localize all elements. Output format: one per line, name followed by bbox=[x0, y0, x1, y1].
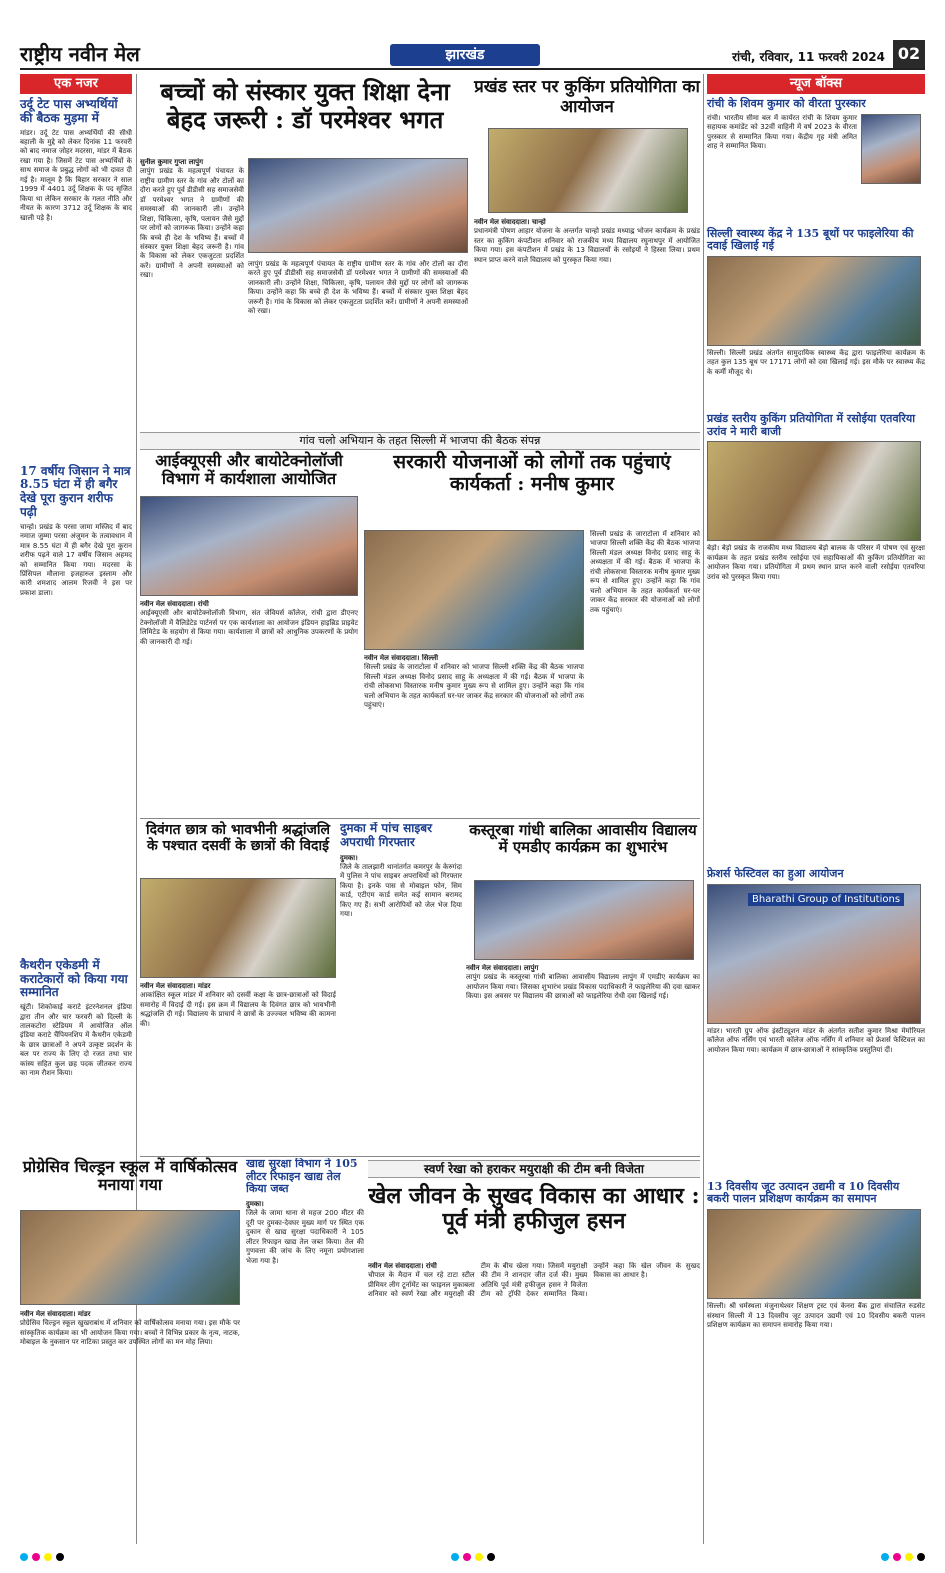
row-divider bbox=[140, 818, 700, 819]
sports-byline: नवीन मेल संवाददाता। रांची bbox=[368, 1262, 437, 1270]
yellow-dot bbox=[44, 1553, 52, 1561]
tribute-story bbox=[140, 822, 336, 854]
news-box bbox=[707, 74, 925, 1544]
magenta-dot bbox=[32, 1553, 40, 1561]
news-photo bbox=[707, 884, 921, 1024]
kgbv-byline: नवीन मेल संवाददाता। लापुंग bbox=[466, 964, 539, 972]
manish-text: सिल्ली प्रखंड के जाराटोला में शनिवार को भाजपा सिल्ली शक्ति केंद्र की बैठक भाजपा सिल्ली मंडल अध्यक्ष विनोद प्रसाद साहू के अध्यक्षता में की गई। बैठक में भाजपा के रांची लोकसभा विस्तारक मनीष कुमार मुख्य रूप से शामिल हुए। उन्होंने कहा कि गांव चलो अभियान के तहत कार्यकर्ता घर-घर जाकर केंद्र सरकार की योजनाओं को लोगों तक पहुंचाएं। bbox=[590, 530, 700, 614]
progressive-headline: प्रोग्रेसिव चिल्ड्रन स्कूल में वार्षिकोत्सव मनाया गया bbox=[22, 1157, 238, 1195]
food-text: जिले के जामा थाना से महज 200 मीटर की दूरी पर दुमका-देवघर मुख्य मार्ग पर स्थित एक दुकान से खाद्य सुरक्षा पदाधिकारी ने 105 लीटर रिफाइन खाद्य तेल जब्त किया। तेल की गुणवत्ता की जांच के लिए नमूना प्रयोगशाला भेजा गया है। bbox=[246, 1209, 364, 1265]
manish-byline: नवीन मेल संवाददाता। सिल्ली bbox=[364, 654, 439, 662]
cyber-byline: दुमका। bbox=[340, 853, 358, 862]
lead-text-continued: लापुंग प्रखंड के महत्वपूर्ण पंचायत के राष्ट्रीय ग्रामीण स्तर के गांव और टोलों का दौरा करते हुए पूर्व डीडीसी सह समाजसेवी डॉ परमेश्वर भगत ने ग्रामीणों की समस्याओं की जानकारी ली। उन्होंने शिक्षा, चिकित्सा, कृषि, पलायन जैसे मुद्दों पर लोगों को जागरूक किया। उन्होंने कहा कि बच्चे ही देश के भविष्य हैं। बच्चों में संस्कार युक्त शिक्षा बेहद जरूरी है। गांव के विकास को लेकर एकजुटता प्रदर्शित करें। ग्रामीणों ने अपनी समस्याओं को रखा। bbox=[248, 260, 468, 316]
lead-text: लापुंग प्रखंड के महत्वपूर्ण पंचायत के राष्ट्रीय ग्रामीण स्तर के गांव और टोलों का दौरा करते हुए पूर्व डीडीसी सह समाजसेवी डॉ परमेश्वर भगत ने ग्रामीणों की समस्याओं की जानकारी ली। उन्होंने शिक्षा, चिकित्सा, कृषि, पलायन जैसे मुद्दों पर लोगों को जागरूक किया। उन्होंने कहा कि बच्चे ही देश के भविष्य हैं। बच्चों में संस्कार युक्त शिक्षा बेहद जरूरी है। गांव के विकास को लेकर एकजुटता प्रदर्शित करें। ग्रामीणों ने अपनी समस्याओं को रखा। bbox=[140, 167, 244, 280]
news-text: रांची। भारतीय सीमा बल में कार्यरत रांची के शिवम कुमार सहायक कमांडेंट को 32वीं वाहिनी में वर्ष 2023 के वीरता पुरस्कार से सम्मानित किया गया। केंद्रीय गृह मंत्री अमित शाह ने सम्मानित किया। bbox=[707, 113, 857, 150]
iqac-headline: आईक्यूएसी और बायोटेक्नोलॉजी विभाग में कार्यशाला आयोजित bbox=[155, 451, 343, 489]
black-dot bbox=[487, 1553, 495, 1561]
tribute-text: आकांक्षित स्कूल मांडर में शनिवार को दसवीं कक्षा के छात्र-छात्राओं को विदाई समारोह में विदाई दी गई। इस क्रम में विद्यालय के दिवंगत छात्र को भावभीनी श्रद्धांजलि दी गई। विद्यालय के प्राचार्य ने छात्रों के उज्ज्वल भविष्य की कामना की। bbox=[140, 991, 336, 1028]
food-byline: दुमका। bbox=[246, 1199, 264, 1208]
color-dots-right bbox=[881, 1553, 925, 1561]
yellow-dot bbox=[475, 1553, 483, 1561]
story-title: कैथरीन एकेडमी में कराटेकारों को किया गया सम्मानित bbox=[20, 957, 128, 1000]
black-dot bbox=[56, 1553, 64, 1561]
lead-byline: सुनील कुमार गुप्ता लापुंग bbox=[140, 158, 204, 166]
iqac-col bbox=[140, 600, 358, 815]
cyan-dot bbox=[451, 1553, 459, 1561]
manish-col bbox=[364, 654, 584, 814]
news-photo bbox=[861, 114, 921, 184]
iqac-story bbox=[140, 452, 358, 489]
manish-text-continued: सिल्ली प्रखंड के जाराटोला में शनिवार को भाजपा सिल्ली शक्ति केंद्र की बैठक भाजपा सिल्ली मंडल अध्यक्ष विनोद प्रसाद साहू के अध्यक्षता में की गई। बैठक में भाजपा के रांची लोकसभा विस्तारक मनीष कुमार मुख्य रूप से शामिल हुए। उन्होंने कहा कि गांव चलो अभियान के तहत कार्यकर्ता घर-घर जाकर केंद्र सरकार की योजनाओं को लोगों तक पहुंचाएं। bbox=[364, 663, 584, 710]
news-text: बेड़ो। बेड़ो प्रखंड के राजकीय मध्य विद्यालय बेड़ो बालक के परिसर में पोषण एवं सुरक्षा कार्यक्रम के तहत प्रखंड स्तरीय रसोईया एवं सहायिकाओं की कुकिंग प्रतियोगिता का आयोजन किया गया। प्रतियोगिता में प्रथम स्थान प्राप्त करने वाली रसोईया एतवरिया उरांव को पुरस्कृत किया गया। bbox=[707, 544, 925, 581]
story-text: मांडर। उर्दू टेट पास अभ्यर्थियों की सीधी बहाली के मुद्दे को लेकर दिनांक 11 फरवरी को बाद नमाज जोहर मदरसा, मांडर में बैठक रखा गया है। जिसमें टेट पास अभ्यर्थियों के साथ समाज के प्रबुद्ध लोगों को भी दावत दी गई है। मालूम है कि बिहार सरकार ने साल 1999 में 4401 उर्दू शिक्षक के पद सृजित किया था लेकिन सरकार के गलत नीति और नीयत के कारण 3712 उर्दू शिक्षक के बाद खाली पड़े है। bbox=[20, 128, 132, 222]
cooking-text: प्रधानमंत्री पोषण आहार योजना के अन्तर्गत चान्हो प्रखंड मध्याह्न भोजन कार्यक्रम के प्रखंड स्तर का कुकिंग कंपटीशन शनिवार को राजकीय मध्य विद्यालय रघुनाथपुर में आयोजित किया गया। इस कंपटीशन में प्रखंड के 13 विद्यालयों के रसोइयों ने हिस्सा लिया। प्रथम स्थान प्राप्त करने वाले विद्यालय को पुरस्कृत किया गया। bbox=[474, 227, 700, 264]
kgbv-photo bbox=[474, 880, 694, 960]
story-text: खूंटी। शिकोकाई कराटे इंटरनेशनल इंडिया द्वारा तीन और चार फरवरी को दिल्ली के तालकटोरा स्टेडियम में आयोजित ऑल इंडिया कराटे चैंपियनशिप में कैथरीन एकेडमी के छात्र छात्राओं ने अपने उत्कृष्ट प्रदर्शन के बल पर राज्य के लिए दो रजत तथा चार कांस्य सहित कुल छह पदक जीतकर राज्य का नाम रौशन किया। bbox=[20, 1003, 132, 1078]
story-text: चान्हो। प्रखंड के परसा जामा मस्जिद में बाद नमाज जुम्मा परसा अंजुमन के तत्वावधान में मात्र 8.55 घंटा में ही बगैर देखे पूरा कुरान शरीफ पढ़ने वाले 17 वर्षीय जिसान अहमद को सम्मानित किया गया। मदरसा के प्रिंसिपल मौलाना इजहारुल इस्लाम और कारी शमशाद आलम रिजवी ने इस पर प्रकाश डाला। bbox=[20, 522, 132, 597]
cooking-story bbox=[474, 78, 700, 117]
cooking-byline: नवीन मेल संवाददाता। चान्हो bbox=[474, 218, 546, 226]
news-text: सिल्ली। श्री धर्मस्थला मंजुनाथेश्वर शिक्षण ट्रस्ट एवं केनरा बैंक द्वारा संचालित रुडसेट संस्थान सिल्ली में 13 दिवसीय जूट उत्पादन उद्यमी एवं 10 दिवसीय बकरी पालन प्रशिक्षण कार्यक्रम का समापन समारोह किया गया। bbox=[707, 1302, 925, 1329]
kgbv-text: लापुंग प्रखंड के कस्तूरबा गांधी बालिका आवासीय विद्यालय लापुंग में एमडीए कार्यक्रम का आयोजन किया गया। जिसका शुभारंभ प्रखंड विकास पदाधिकारी ने फाइलेरिया की दवा खाकर किया। इस अवसर पर विद्यालय की छात्राओं को फाइलेरिया रोधी दवा खिलाई गई। bbox=[466, 973, 700, 1001]
cooking-col bbox=[474, 218, 700, 428]
iqac-text: आईक्यूएसी और बायोटेक्नोलॉजी विभाग, संत जेवियर्स कॉलेज, रांची द्वारा डीएनए टेक्नोलॉजी में वैलिडेटेड पार्टनर्स पर एक कार्यशाला का आयोजन इंडियन हाइब्रिड प्राइवेट लिमिटेड के सहयोग से किया गया। कार्यशाला में छात्रों को आधुनिक उपकरणों के प्रयोग की जानकारी दी गई। bbox=[140, 609, 358, 646]
color-dots-center bbox=[451, 1553, 495, 1561]
cyber-story bbox=[340, 822, 462, 1152]
tribute-col bbox=[140, 982, 336, 1152]
kgbv-headline: कस्तूरबा गांधी बालिका आवासीय विद्यालय में एमडीए कार्यक्रम का शुभारंभ bbox=[469, 821, 697, 857]
sports-col bbox=[368, 1262, 700, 1544]
food-story bbox=[246, 1158, 364, 1544]
cyan-dot bbox=[881, 1553, 889, 1561]
progressive-story bbox=[20, 1158, 240, 1195]
sports-story bbox=[368, 1184, 700, 1235]
paper-name: राष्ट्रीय नवीन मेल bbox=[20, 42, 140, 66]
news-photo bbox=[707, 1209, 921, 1299]
manish-headline: सरकारी योजनाओं को लोगों तक पहुंचाएं कार्यकर्ता : मनीष कुमार bbox=[393, 451, 671, 495]
news-title: सिल्ली स्वास्थ्य केंद्र ने 135 बूथों पर फाइलेरिया की दवाई खिलाई गई bbox=[707, 226, 914, 253]
news-text: सिल्ली। सिल्ली प्रखंड अंतर्गत सामुदायिक स्वास्थ्य केंद्र द्वारा फाइलेरिया कार्यक्रम के तहत कुल 135 बूथ पर 17171 लोगों को दवा खिलाई गई। इस मौके पर स्वास्थ्य केंद्र के कर्मी मौजूद थे। bbox=[707, 348, 925, 376]
iqac-photo bbox=[140, 496, 358, 596]
bjp-strip: गांव चलो अभियान के तहत सिल्ली में भाजपा की बैठक संपन्न bbox=[140, 432, 700, 450]
story-title: 17 वर्षीय जिसान ने मात्र 8.55 घंटा में ही बगैर देखे पूरा कुरान शरीफ पढ़ी bbox=[20, 463, 131, 519]
lead-headline: बच्चों को संस्कार युक्त शिक्षा देना बेहद जरूरी : डॉ परमेश्वर भगत bbox=[160, 77, 450, 134]
yellow-dot bbox=[905, 1553, 913, 1561]
cyber-text: जिले के तालझारी थानांतर्गत कमरपुर के केरुगंदा में पुलिस ने पांच साइबर अपराधियों को गिरफ्तार किया है। इनके पास से मोबाइल फोन, सिम कार्ड, एटीएम कार्ड समेत कई सामान बरामद किए गए हैं। सभी आरोपियों को जेल भेज दिया गया। bbox=[340, 863, 462, 919]
progressive-col bbox=[20, 1310, 240, 1545]
food-headline: खाद्य सुरक्षा विभाग ने 105 लीटर रिफाइन खाद्य तेल किया जब्त bbox=[246, 1158, 358, 1196]
sports-text: चौपाल के मैदान में चल रहे टाटा स्टील प्रीमियर लीग टूर्नामेंट का फाइनल मुकाबला शनिवार को स्वर्ण रेखा और मयुराक्षी की टीम के बीच खेला गया। जिसमें मयुराक्षी की टीम ने शानदार जीत दर्ज की। मुख्य अतिथि पूर्व मंत्री हफीजुल हसन ने विजेता टीम को ट्रॉफी देकर सम्मानित किया। उन्होंने कहा कि खेल जीवन के सुखद विकास का आधार है। bbox=[368, 1262, 700, 1299]
section-label: झारखंड bbox=[390, 44, 540, 66]
magenta-dot bbox=[893, 1553, 901, 1561]
black-dot bbox=[917, 1553, 925, 1561]
column-divider bbox=[703, 74, 704, 1544]
masthead bbox=[20, 40, 925, 70]
news-title: प्रखंड स्तरीय कुकिंग प्रतियोगिता में रसोईया एतवरिया उरांव ने मारी बाजी bbox=[707, 411, 916, 438]
news-photo bbox=[707, 441, 921, 541]
tribute-photo bbox=[140, 878, 336, 978]
lead-col bbox=[140, 158, 244, 428]
color-dots-left bbox=[20, 1553, 64, 1561]
sports-headline: खेल जीवन के सुखद विकास का आधार : पूर्व मंत्री हफीजुल हसन bbox=[368, 1183, 700, 1235]
photo-banner-text: Bharathi Group of Institutions bbox=[748, 893, 904, 906]
manish-story bbox=[364, 452, 700, 496]
lead-story bbox=[140, 78, 470, 133]
magenta-dot bbox=[463, 1553, 471, 1561]
news-title: फ्रेशर्स फेस्टिवल का हुआ आयोजन bbox=[707, 867, 844, 881]
progressive-photo bbox=[20, 1210, 240, 1305]
page-number: 02 bbox=[893, 40, 925, 68]
tribute-headline: दिवंगत छात्र को भावभीनी श्रद्धांजलि के पश्चात दसवीं के छात्रों की विदाई bbox=[145, 822, 331, 855]
news-title: रांची के शिवम कुमार को वीरता पुरस्कार bbox=[707, 97, 866, 110]
news-text: मांडर। भारती ग्रुप ऑफ इंस्टीट्यूशन मांडर के अंतर्गत सतीश कुमार मिश्रा मेमोरियल कॉलेज ऑफ नर्सिंग एवं भारती कॉलेज ऑफ नर्सिंग में शनिवार को फ्रेशर्स फेस्टिवल का आयोजन किया गया। कार्यक्रम में छात्र-छात्राओं ने सांस्कृतिक प्रस्तुतियां दीं। bbox=[707, 1026, 925, 1054]
progressive-text: प्रोग्रेसिव चिल्ड्रन स्कूल खुखराबांध में शनिवार को वार्षिकोत्सव मनाया गया। इस मौके पर सांस्कृतिक कार्यक्रम का भी आयोजन किया गया। बच्चों ने विभिन्न प्रकार के नृत्य, नाटक, मोबाइल के नुकसान पर नाटिका प्रस्तुत कर उपस्थित लोगों का मन मोह लिया। bbox=[20, 1319, 240, 1347]
manish-photo bbox=[364, 530, 584, 650]
news-photo bbox=[707, 256, 921, 346]
ek-nazar-header: एक नजर bbox=[20, 74, 132, 94]
lead-photo bbox=[248, 158, 468, 253]
swarna-strip: स्वर्ण रेखा को हराकर मयुराक्षी की टीम बनी विजेता bbox=[368, 1160, 700, 1178]
tribute-byline: नवीन मेल संवाददाता। मांडर bbox=[140, 982, 211, 990]
story-title: उर्दू टेट पास अभ्यर्थियों की बैठक मुड़मा में bbox=[20, 97, 118, 125]
cooking-headline: प्रखंड स्तर पर कुकिंग प्रतियोगिता का आयोजन bbox=[474, 77, 700, 117]
kgbv-story bbox=[466, 822, 700, 857]
footer-registration-bar bbox=[20, 1552, 925, 1562]
iqac-byline: नवीन मेल संवाददाता। रांची bbox=[140, 600, 209, 608]
cooking-photo bbox=[488, 128, 688, 213]
dateline: रांची, रविवार, 11 फरवरी 2024 bbox=[732, 50, 885, 64]
news-title: 13 दिवसीय जूट उत्पादन उद्यमी व 10 दिवसीय बकरी पालन प्रशिक्षण कार्यक्रम का समापन bbox=[707, 1179, 900, 1206]
news-box-header: न्यूज बॉक्स bbox=[707, 74, 925, 94]
progressive-byline: नवीन मेल संवाददाता। मांडर bbox=[20, 1310, 91, 1318]
cyan-dot bbox=[20, 1553, 28, 1561]
kgbv-col bbox=[466, 964, 700, 1154]
cyber-headline: दुमका में पांच साइबर अपराधी गिरफ्तार bbox=[340, 822, 432, 849]
